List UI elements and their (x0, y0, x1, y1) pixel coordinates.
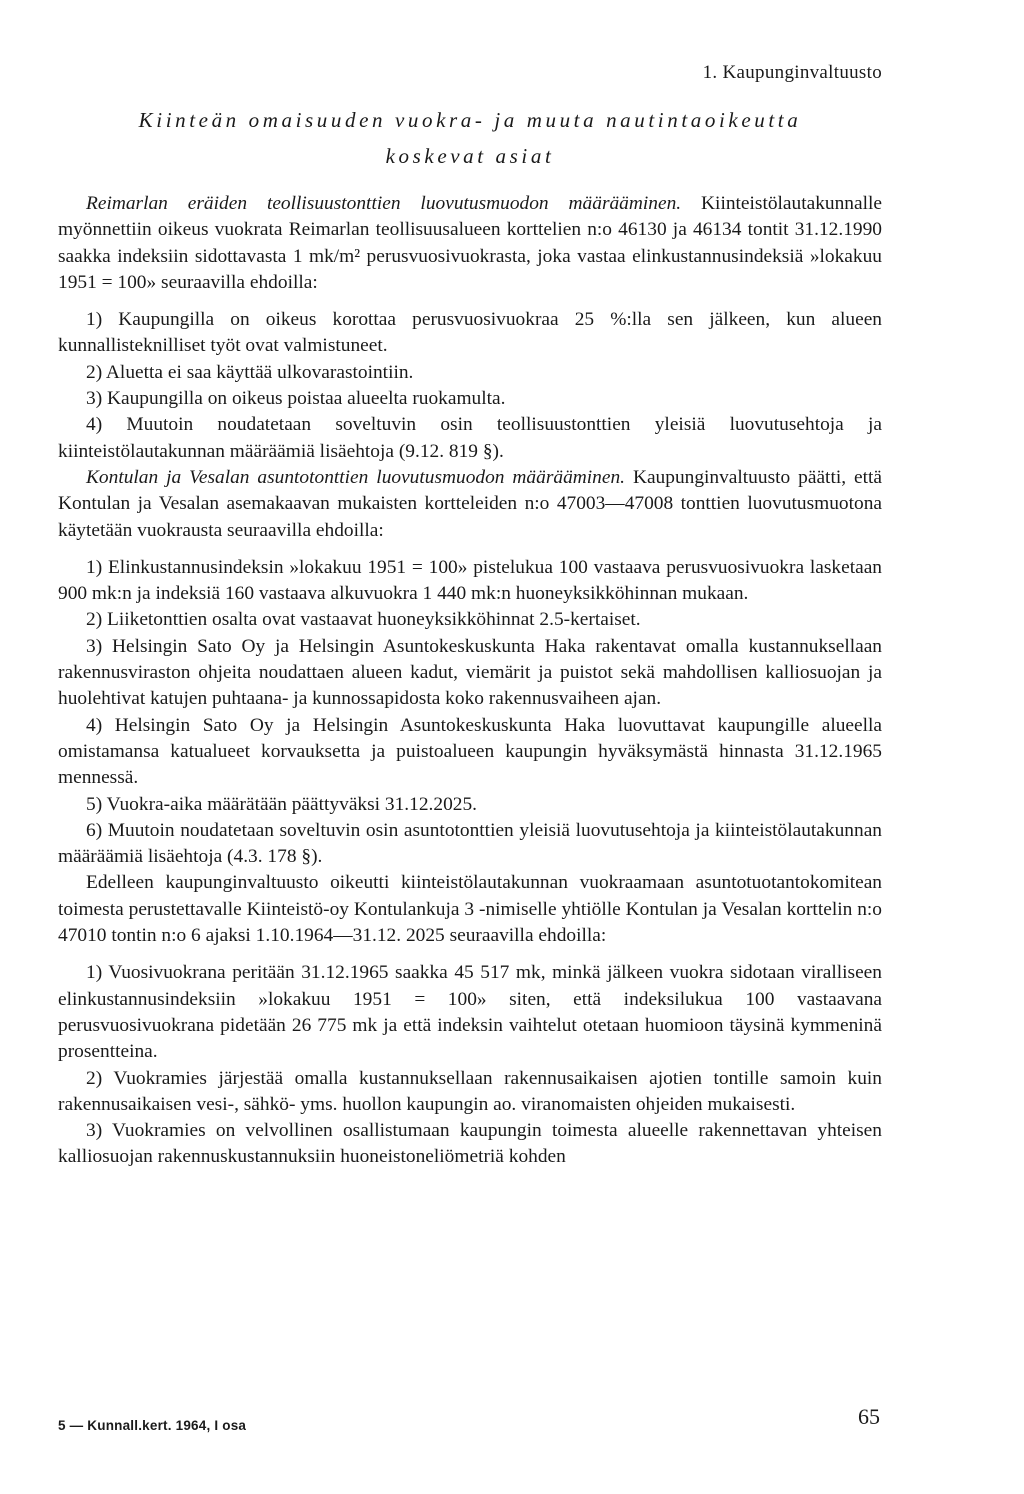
section-title-line-1: Kiinteän omaisuuden vuokra- ja muuta nautintaoikeutta (138, 108, 802, 132)
document-page (58, 0, 882, 1494)
list-item: 1) Kaupungilla on oikeus korottaa perusvuosivuokraa 25 %:lla sen jälkeen, kun alueen kunnallisteknilliset työt ovat valmistuneet. (58, 309, 882, 357)
paragraph-heading: Kontulan ja Vesalan asuntotonttien luovutusmuodon määrääminen. (86, 466, 625, 488)
list-item: 3) Vuokramies on velvollinen osallistumaan kaupungin toimesta alueelle rakennettavan yhteisen kalliosuojan rakennuskustannuksiin huoneistoneliömetriä kohden (58, 1120, 882, 1168)
section-title (58, 102, 882, 174)
list-item: 6) Muutoin noudatetaan soveltuvin osin asuntotonttien yleisiä luovutusehtoja ja kiinteistölautakunnan määräämiä lisäehtoja (4.3. 178 §). (58, 819, 882, 868)
list-item: 1) Vuosivuokrana peritään 31.12.1965 saakka 45 517 mk, minkä jälkeen vuokra sidotaan viralliseen elinkustannusindeksiin »lokakuu 1951 = 100» siten, että indeksilukua 100 vastaavana perusvuosivuokrana pidetään 26 775 mk ja että indeksin vaihtelut otetaan huomioon täysinä kymmeninä prosentteina. (58, 962, 882, 1063)
paragraph-heading: Reimarlan eräiden teollisuustonttien luovutusmuodon määrääminen. (86, 193, 682, 214)
list-item: 1) Elinkustannusindeksin »lokakuu 1951 = 100» pistelukua 100 vastaava perusvuosivuokra lasketaan 900 mk:n ja indeksiä 160 vastaava alkuvuokra 1 440 mk:n huoneyksikköhinnan mukaan. (58, 556, 882, 605)
footer-signature: 5 — Kunnall.kert. 1964, I osa (58, 1418, 247, 1433)
paragraph-text: Kiinteistölautakunnalle myönnettiin oikeus vuokrata Reimarlan teollisuusalueen korttelien n:o 46130 ja 46134 tontit 31.12.1990 saakka indeksiin sidottavasta 1 mk/m² perusvuosivuokrasta, joka vastaa elinkustannusindeksiä »lokakuu 1951 = 100» seuraavilla ehdoilla: (58, 193, 882, 293)
body-text (58, 191, 882, 1171)
list-item: 4) Muutoin noudatetaan soveltuvin osin teollisuustonttien yleisiä luovutusehtoja ja kiinteistölautakunnan määräämiä lisäehtoja (9.12. 819 §). (58, 414, 882, 462)
paragraph (58, 465, 882, 544)
list-item: 2) Vuokramies järjestää omalla kustannuksellaan rakennusaikaisen ajotien tontille samoin kuin rakennusaikaisen vesi-, sähkö- yms. huollon kaupungin ao. viranomaisten ohjeiden mukaisesti. (58, 1067, 882, 1115)
list-item: 5) Vuokra-aika määrätään päättyväksi 31.12.2025. (86, 793, 478, 815)
paragraph (58, 191, 882, 296)
list-item: 4) Helsingin Sato Oy ja Helsingin Asuntokeskuskunta Haka luovuttavat kaupungille alueella omistamansa katualueet korvauksetta ja puistoalueen kaupungin hyväksymästä hinnasta 31.12.1965 mennessä. (58, 714, 882, 789)
paragraph: Edelleen kaupunginvaltuusto oikeutti kiinteistölautakunnan vuokraamaan asuntotuotantokomitean toimesta perustettavalle Kiinteistö-oy Kontulankuja 3 -nimiselle yhtiölle Kontulan ja Vesalan korttelin n:o 47010 tontin n:o 6 ajaksi 1.10.1964—31.12. 2025 seuraavilla ehdoilla: (58, 872, 882, 947)
section-title-line-2: koskevat asiat (385, 144, 555, 168)
list-item: 2) Liiketonttien osalta ovat vastaavat huoneyksikköhinnat 2.5-kertaiset. (86, 609, 641, 631)
list-item: 3) Helsingin Sato Oy ja Helsingin Asuntokeskuskunta Haka rakentavat omalla kustannuksellaan rakennusviraston ohjeita noudattaen alueen kadut, viemärit ja puistot sekä mahdollisen kalliosuojan ja huolehtivat katujen puhtaana- ja kunnossapidosta koko rakennusvaiheen ajan. (58, 635, 882, 710)
list-item: 2) Aluetta ei saa käyttää ulkovarastointiin. (86, 361, 414, 383)
paragraph-text: Kaupunginvaltuusto päätti, että Kontulan ja Vesalan asemakaavan mukaisten kortteleiden n:o 47003—47008 tonttien luovutusmuotona käytetään vuokrausta seuraavilla ehdoilla: (58, 466, 882, 541)
list-item: 3) Kaupungilla on oikeus poistaa alueelta ruokamulta. (86, 388, 506, 410)
page-number: 65 (858, 1404, 880, 1429)
running-header: 1. Kaupunginvaltuusto (702, 62, 882, 83)
